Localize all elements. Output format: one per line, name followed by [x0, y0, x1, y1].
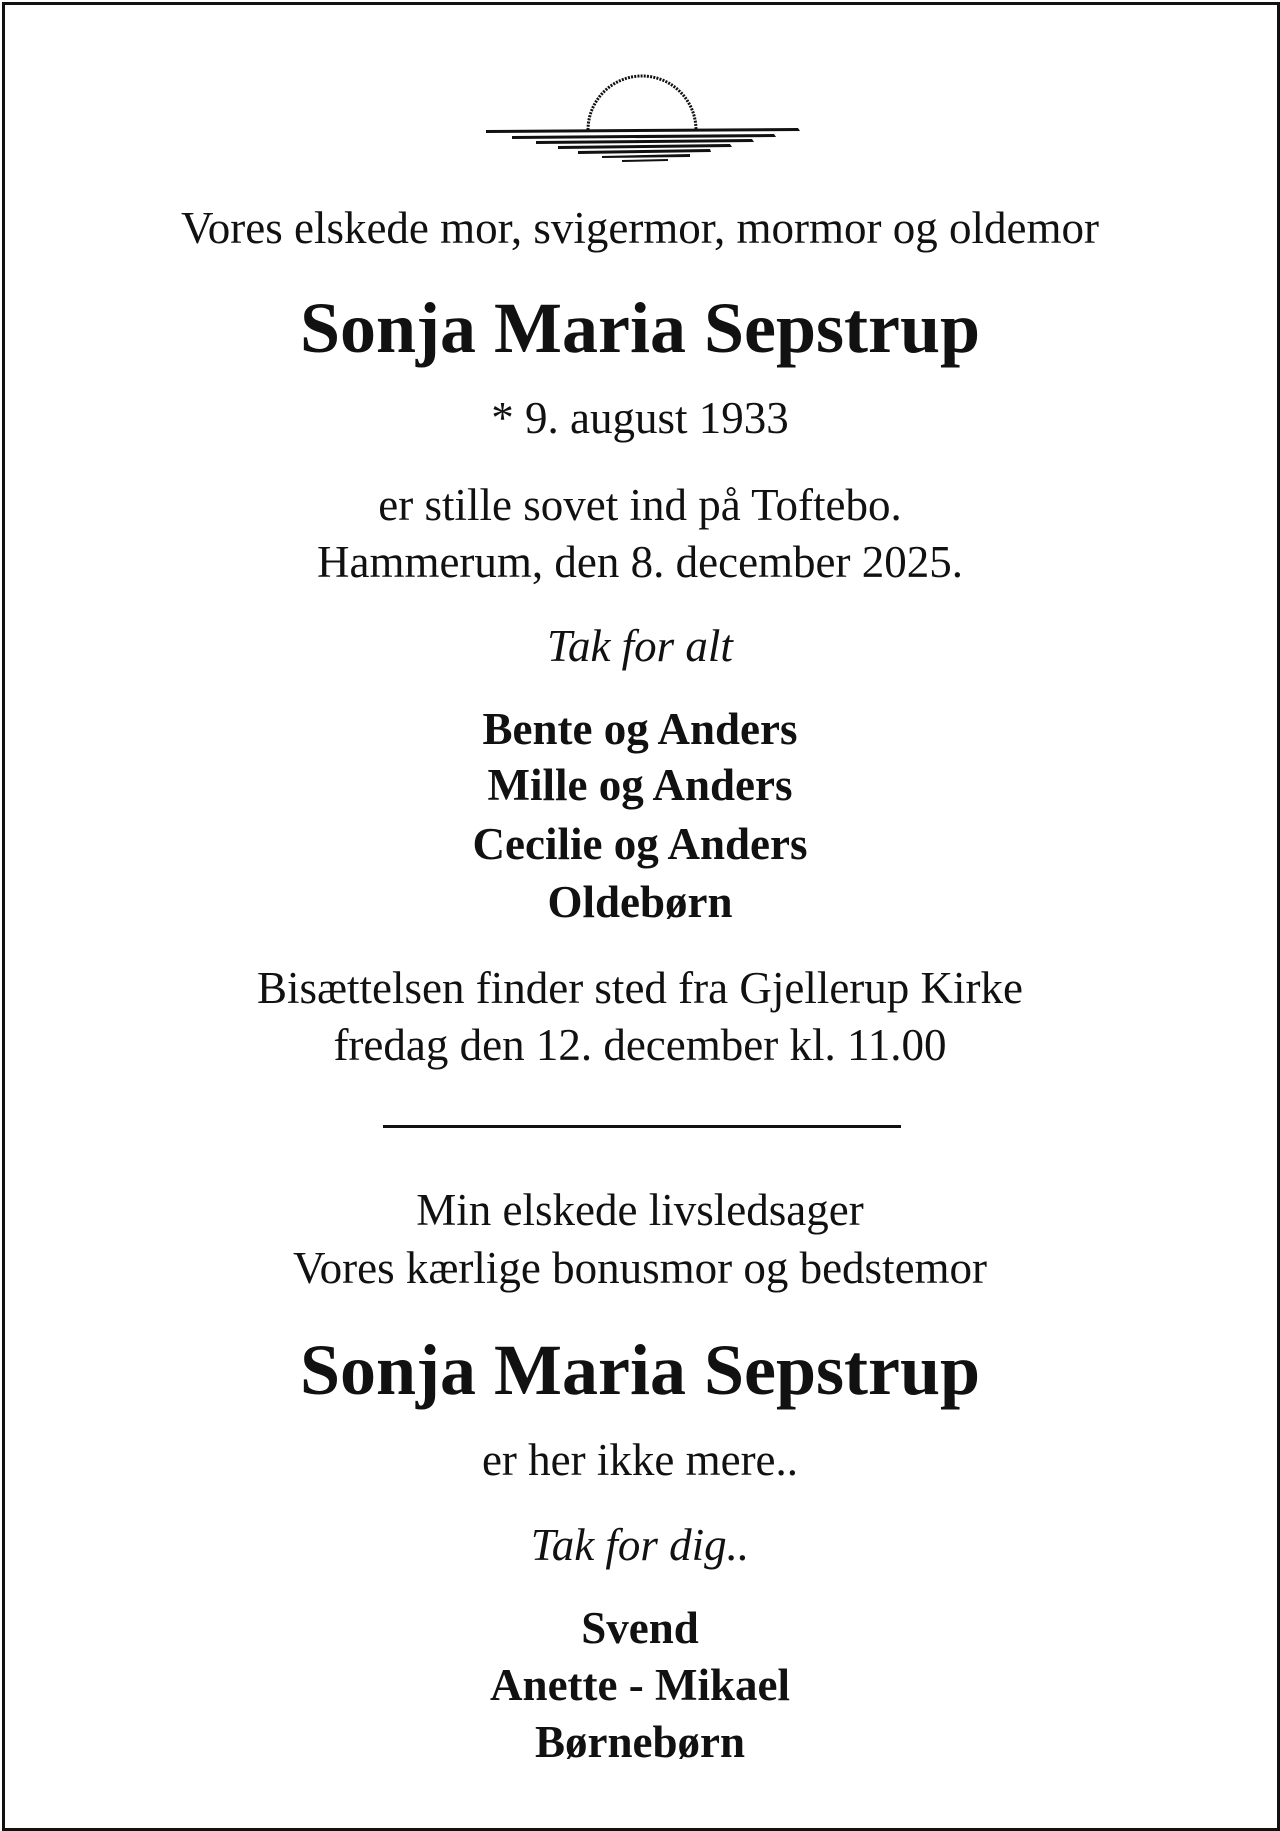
thanks-text: Tak for dig.. [530, 1520, 750, 1570]
deceased-name: Sonja Maria Sepstrup [299, 288, 981, 368]
funeral-time: fredag den 12. december kl. 11.00 [333, 1020, 947, 1070]
mourner-name: Svend [581, 1603, 699, 1653]
intro-text: Vores kærlige bonusmor og bedstemor [292, 1243, 988, 1293]
mourner-name: Mille og Anders [487, 760, 793, 810]
intro-text: Vores elskede mor, svigermor, mormor og oldemor [181, 203, 1099, 253]
deceased-name: Sonja Maria Sepstrup [299, 1330, 981, 1410]
passing-text: er stille sovet ind på Toftebo. [378, 480, 902, 530]
birth-date: * 9. august 1933 [491, 393, 789, 443]
passing-place-date: Hammerum, den 8. december 2025. [316, 537, 964, 587]
mourner-name: Bente og Anders [482, 704, 798, 754]
setting-sun-icon [482, 74, 802, 174]
passing-text: er her ikke mere.. [481, 1435, 799, 1485]
section-divider [383, 1125, 901, 1128]
intro-text: Min elskede livsledsager [416, 1185, 864, 1235]
thanks-text: Tak for alt [547, 621, 733, 671]
mourner-name: Børnebørn [534, 1717, 745, 1767]
mourner-name: Oldebørn [547, 877, 733, 927]
mourner-name: Cecilie og Anders [472, 819, 808, 869]
funeral-location: Bisættelsen finder sted fra Gjellerup Kirke [256, 963, 1024, 1013]
mourner-name: Anette - Mikael [490, 1660, 790, 1710]
